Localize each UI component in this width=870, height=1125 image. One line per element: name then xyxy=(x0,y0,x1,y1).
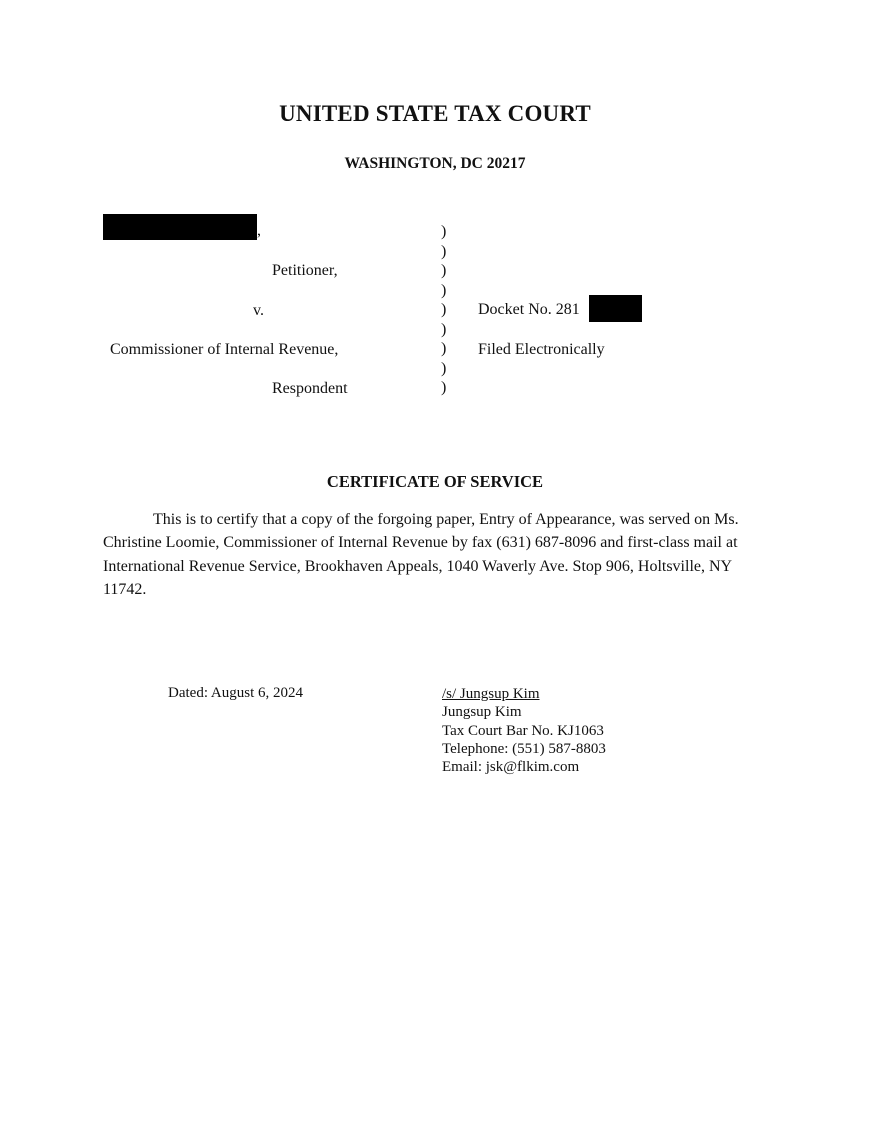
caption-paren: ) xyxy=(441,379,447,396)
certificate-heading: CERTIFICATE OF SERVICE xyxy=(326,472,544,491)
caption-paren: ) xyxy=(441,340,447,357)
caption-paren: ) xyxy=(441,359,447,377)
caption-paren: ) xyxy=(441,281,447,299)
court-address: WASHINGTON, DC 20217 xyxy=(344,155,526,172)
caption-paren: ) xyxy=(441,301,447,318)
telephone: Telephone: (551) 587-8803 xyxy=(442,740,606,757)
caption-paren: ) xyxy=(441,320,447,338)
bar-number: Tax Court Bar No. KJ1063 xyxy=(442,722,604,739)
petitioner-label: Petitioner, xyxy=(272,262,338,279)
respondent-label: Respondent xyxy=(272,380,348,397)
email: Email: jsk@flkim.com xyxy=(442,759,580,776)
caption-paren: ) xyxy=(441,242,447,260)
filing-note: Filed Electronically xyxy=(478,341,605,358)
signer-name: Jungsup Kim xyxy=(442,704,522,721)
petitioner-name-redaction xyxy=(103,214,257,240)
court-title: UNITED STATE TAX COURT xyxy=(279,101,591,126)
docket-number-label: Docket No. 281 xyxy=(478,301,580,318)
signature-block xyxy=(442,685,606,776)
respondent-name: Commissioner of Internal Revenue, xyxy=(110,341,339,358)
petitioner-name-comma: , xyxy=(257,222,261,239)
electronic-signature: /s/ Jungsup Kim xyxy=(442,686,540,702)
caption-paren: ) xyxy=(441,262,447,279)
caption-paren: ) xyxy=(441,223,447,240)
caption-parentheses xyxy=(441,222,446,398)
docket-number-redaction xyxy=(589,295,642,322)
versus-label: v. xyxy=(253,302,264,319)
date-line: Dated: August 6, 2024 xyxy=(168,685,303,701)
certificate-body: This is to certify that a copy of the forgoing paper, Entry of Appearance, was served on Ms. Christine Loomie, Commissioner of Internal Revenue by fax (631) 687-8096 and first-class mail at International Revenue Service, Brookhaven Appeals, 1040 Waverly Ave. Stop 906, Holtsville, NY 11742. xyxy=(103,511,739,598)
